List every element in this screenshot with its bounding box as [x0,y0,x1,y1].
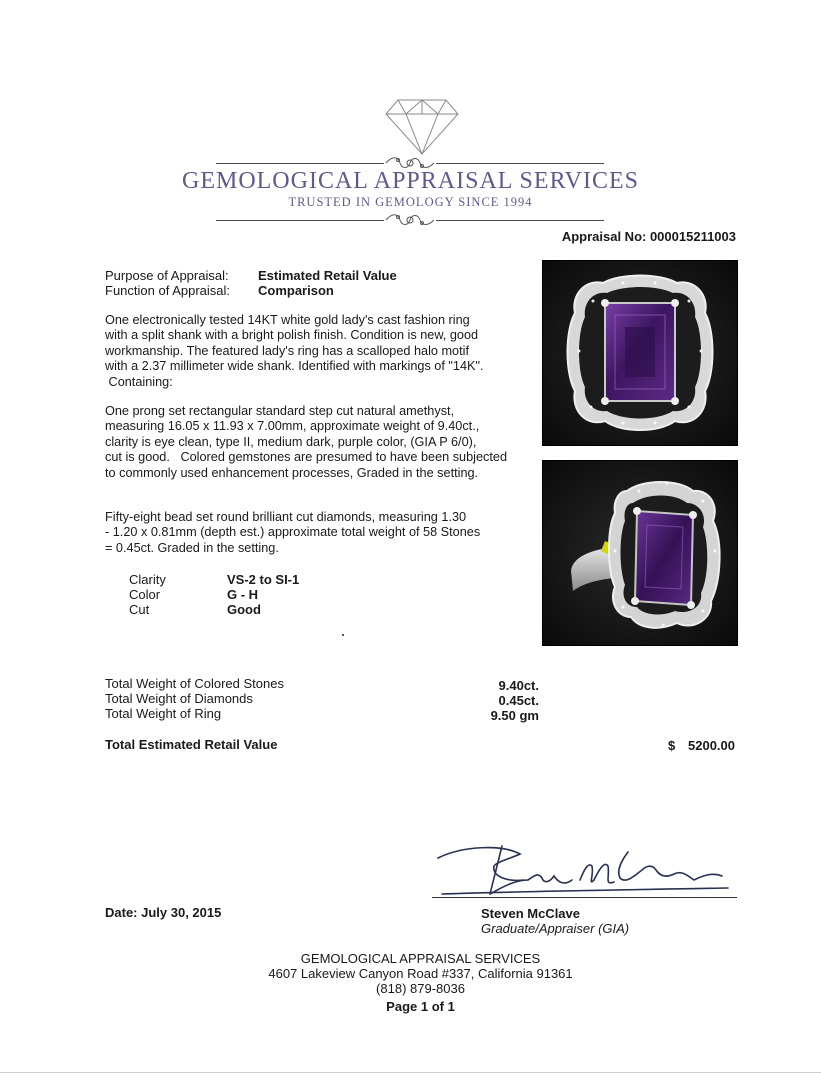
function-label: Function of Appraisal: [105,283,231,298]
ring-photo-side [542,460,738,646]
description-line: One prong set rectangular standard step cut natural amethyst, [105,404,455,418]
signature-line [432,897,737,898]
appraisal-date: Date: July 30, 2015 [105,905,222,920]
spec-value-color: G - H [227,587,259,602]
header-top-rule-right [436,163,604,164]
scroll-ornament-bottom-icon [384,211,436,229]
total-colored-stones-value: 9.40ct. [498,678,539,693]
company-tagline: TRUSTED IN GEMOLOGY SINCE 1994 [288,195,533,209]
diamond-logo-icon [384,98,460,156]
currency-symbol: $ [668,738,676,753]
spec-label-color: Color [129,587,161,602]
description-line: with a split shank with a bright polish finish. Condition is new, good [105,328,479,343]
spec-label-clarity: Clarity [129,572,166,587]
total-diamonds-value: 0.45ct. [498,693,539,708]
header-bottom-rule-right [436,220,604,221]
spec-label-cut: Cut [129,602,150,617]
handwritten-signature [432,836,732,902]
description-line: workmanship. The featured lady's ring has a scalloped halo motif [105,343,469,358]
company-name: GEMOLOGICAL APPRAISAL SERVICES [181,168,639,194]
appraisal-number: Appraisal No: 000015211003 [561,229,736,244]
stray-dot [342,634,344,636]
scan-edge-bottom [0,1072,821,1073]
diamonds-description [105,510,527,556]
description-line: to commonly used enhancement processes, Graded in the setting. [105,465,479,480]
description-line: cut is good. Colored gemstones are presumed to have been subjected [105,450,508,465]
description-line: - 1.20 x 0.81mm (depth est.) approximate total weight of 58 Stones [105,525,481,540]
footer-phone: (818) 879-8036 [376,981,465,996]
ring-description [105,313,527,390]
ring-photo-top [542,260,738,446]
spec-value-cut: Good [227,602,261,617]
header-top-rule [216,163,384,164]
appraiser-name: Steven McClave [481,906,580,921]
footer-company: GEMOLOGICAL APPRAISAL SERVICES [300,951,541,966]
header-bottom-rule [216,220,384,221]
footer-address: 4607 Lakeview Canyon Road #337, California 91361 [268,966,573,981]
description-line: clarity is eye clean, type II, medium dark, purple color, (GIA P 6/0), [105,434,477,449]
ring-top-view-image [543,261,737,445]
page-number: Page 1 of 1 [386,999,455,1014]
retail-value-amount: 5200.00 [688,738,735,753]
total-ring-weight-value: 9.50 gm [490,708,539,723]
retail-value-label: Total Estimated Retail Value [105,737,278,752]
total-ring-weight-label: Total Weight of Ring [105,706,222,721]
amethyst-description [105,404,527,481]
appraiser-title: Graduate/Appraiser (GIA) [481,921,630,936]
description-line: with a 2.37 millimeter wide shank. Identified with markings of "14K". [105,359,484,374]
purpose-value: Estimated Retail Value [258,268,397,283]
description-line: Fifty-eight bead set round brilliant cut diamonds, measuring 1.30 [105,510,467,524]
spec-value-clarity: VS-2 to SI-1 [227,572,300,587]
description-line: measuring 16.05 x 11.93 x 7.00mm, approximate weight of 9.40ct., [105,419,480,434]
description-line: = 0.45ct. Graded in the setting. [105,540,279,555]
description-line: One electronically tested 14KT white gold lady's cast fashion ring [105,313,470,327]
function-value: Comparison [258,283,334,298]
ring-side-view-image [543,461,737,645]
purpose-label: Purpose of Appraisal: [105,268,229,283]
total-colored-stones-label: Total Weight of Colored Stones [105,676,284,691]
total-diamonds-label: Total Weight of Diamonds [105,691,253,706]
description-line: Containing: [105,374,173,389]
